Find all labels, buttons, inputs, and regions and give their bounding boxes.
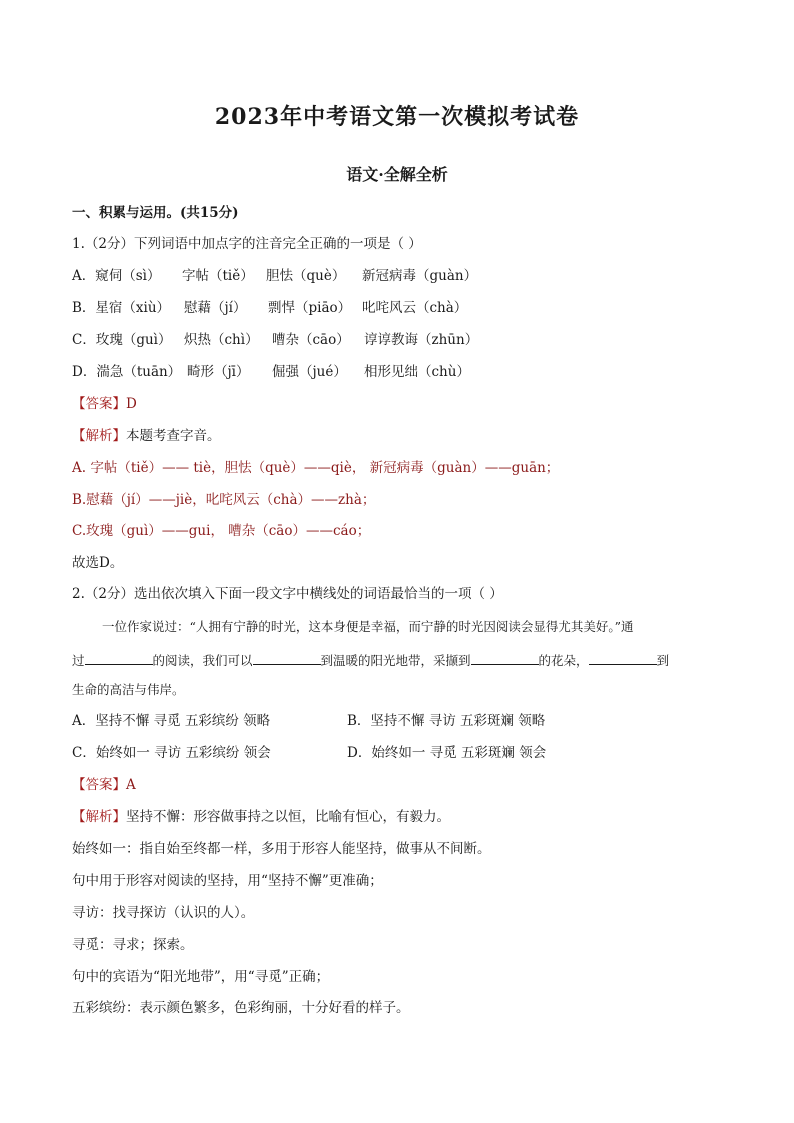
- q1-d-4: 相形见绌（chù）: [364, 364, 470, 380]
- q2-passage-line-2: [72, 650, 669, 670]
- q2-option-a: A．坚持不懈 寻觅 五彩缤纷 领略: [72, 713, 271, 729]
- q1-a-1: A．窥伺（sì）: [72, 268, 161, 284]
- q2-answer: [72, 776, 136, 794]
- q1-option-a: [72, 267, 477, 285]
- analysis-text: 坚持不懈：形容做事持之以恒，比喻有恒心，有毅力。: [126, 809, 450, 825]
- q1-d-3: 倔强（jué）: [272, 364, 347, 380]
- section-heading: 一、积累与运用。(共15分): [72, 205, 239, 221]
- q1-conclusion: 故选D。: [72, 555, 124, 571]
- answer-tag: 【答案】: [72, 396, 126, 412]
- analysis-tag: 【解析】: [72, 428, 126, 444]
- passage-text-4: 的花朵，: [538, 653, 589, 668]
- q1-d-2: 畸形（jī）: [187, 364, 250, 380]
- q2-option-b: B．坚持不懈 寻访 五彩斑斓 领略: [347, 713, 546, 729]
- q1-d-1: D．湍急（tuān）: [72, 364, 182, 380]
- q1-b-3: 剽悍（piāo）: [268, 300, 352, 316]
- answer-tag: 【答案】: [72, 777, 126, 793]
- q2-analysis-line: 始终如一：指自始至终都一样，多用于形容人能坚持，做事从不间断。: [72, 841, 491, 857]
- q1-analysis: [72, 427, 221, 445]
- answer-value: A: [126, 777, 136, 793]
- q1-option-d: [72, 363, 470, 381]
- q2-analysis: [72, 808, 450, 826]
- blank-2: [253, 650, 321, 665]
- q1-analysis-c: C.玫瑰（guì）——gui， 嘈杂（cāo）——cáo；: [72, 523, 371, 539]
- blank-4: [589, 650, 657, 665]
- q2-analysis-line: 句中用于形容对阅读的坚持，用“坚持不懈”更准确；: [72, 873, 383, 889]
- q1-a-3: 胆怯（què）: [266, 268, 346, 284]
- passage-text-3: 到温暖的阳光地带，采撷到: [320, 653, 471, 668]
- page-subtitle: 语文·全解全析: [346, 165, 448, 184]
- q1-a-2: 字帖（tiě）: [182, 268, 254, 284]
- q2-passage-line-1: 一位作家说过：“人拥有宁静的时光，这本身便是幸福，而宁静的时光因阅读会显得尤其美好。”通: [102, 619, 634, 634]
- q2-analysis-line: 寻觅：寻求；探索。: [72, 937, 194, 953]
- q2-stem: 2.（2分）选出依次填入下面一段文字中横线处的词语最恰当的一项（ ）: [72, 586, 503, 602]
- q1-analysis-b: B.慰藉（jí）——jiè，叱咤风云（chà）——zhà；: [72, 492, 376, 508]
- q2-analysis-line: 寻访：找寻探访（认识的人）。: [72, 905, 255, 921]
- page-title: 2023年中考语文第一次模拟考试卷: [214, 104, 580, 130]
- q1-c-3: 嘈杂（cāo）: [272, 332, 350, 348]
- q2-analysis-line: 五彩缤纷：表示颜色繁多，色彩绚丽，十分好看的样子。: [72, 1000, 410, 1016]
- q1-b-1: B．星宿（xiù）: [72, 300, 171, 316]
- q2-option-d: D．始终如一 寻觅 五彩斑斓 领会: [347, 745, 547, 761]
- analysis-tag: 【解析】: [72, 809, 126, 825]
- q2-passage-line-3: 生命的高洁与伟岸。: [72, 682, 185, 697]
- passage-text-1: 过: [72, 653, 85, 668]
- q2-option-c: C．始终如一 寻访 五彩缤纷 领会: [72, 745, 271, 761]
- answer-value: D: [126, 396, 137, 412]
- q1-option-b: [72, 299, 467, 317]
- q1-stem: 1.（2分）下列词语中加点字的注音完全正确的一项是（ ）: [72, 236, 422, 252]
- blank-3: [471, 650, 539, 665]
- analysis-text: 本题考查字音。: [126, 428, 221, 444]
- q1-b-2: 慰藉（jí）: [184, 300, 247, 316]
- q1-c-1: C．玫瑰（guì）: [72, 332, 172, 348]
- q2-analysis-line: 句中的宾语为“阳光地带”，用“寻觅”正确；: [72, 969, 330, 985]
- q1-c-2: 炽热（chì）: [184, 332, 259, 348]
- blank-1: [85, 650, 153, 665]
- passage-text-2: 的阅读，我们可以: [152, 653, 253, 668]
- q1-c-4: 谆谆教诲（zhūn）: [364, 332, 479, 348]
- passage-text-5: 到: [656, 653, 670, 668]
- q1-answer: [72, 395, 137, 413]
- q1-b-4: 叱咤风云（chà）: [362, 300, 468, 316]
- q1-a-4: 新冠病毒（guàn）: [362, 268, 478, 284]
- q1-option-c: [72, 331, 478, 349]
- q1-analysis-a: A. 字帖（tiě）—— tiè，胆怯（què）——qiè， 新冠病毒（guàn）——guān；: [72, 460, 560, 476]
